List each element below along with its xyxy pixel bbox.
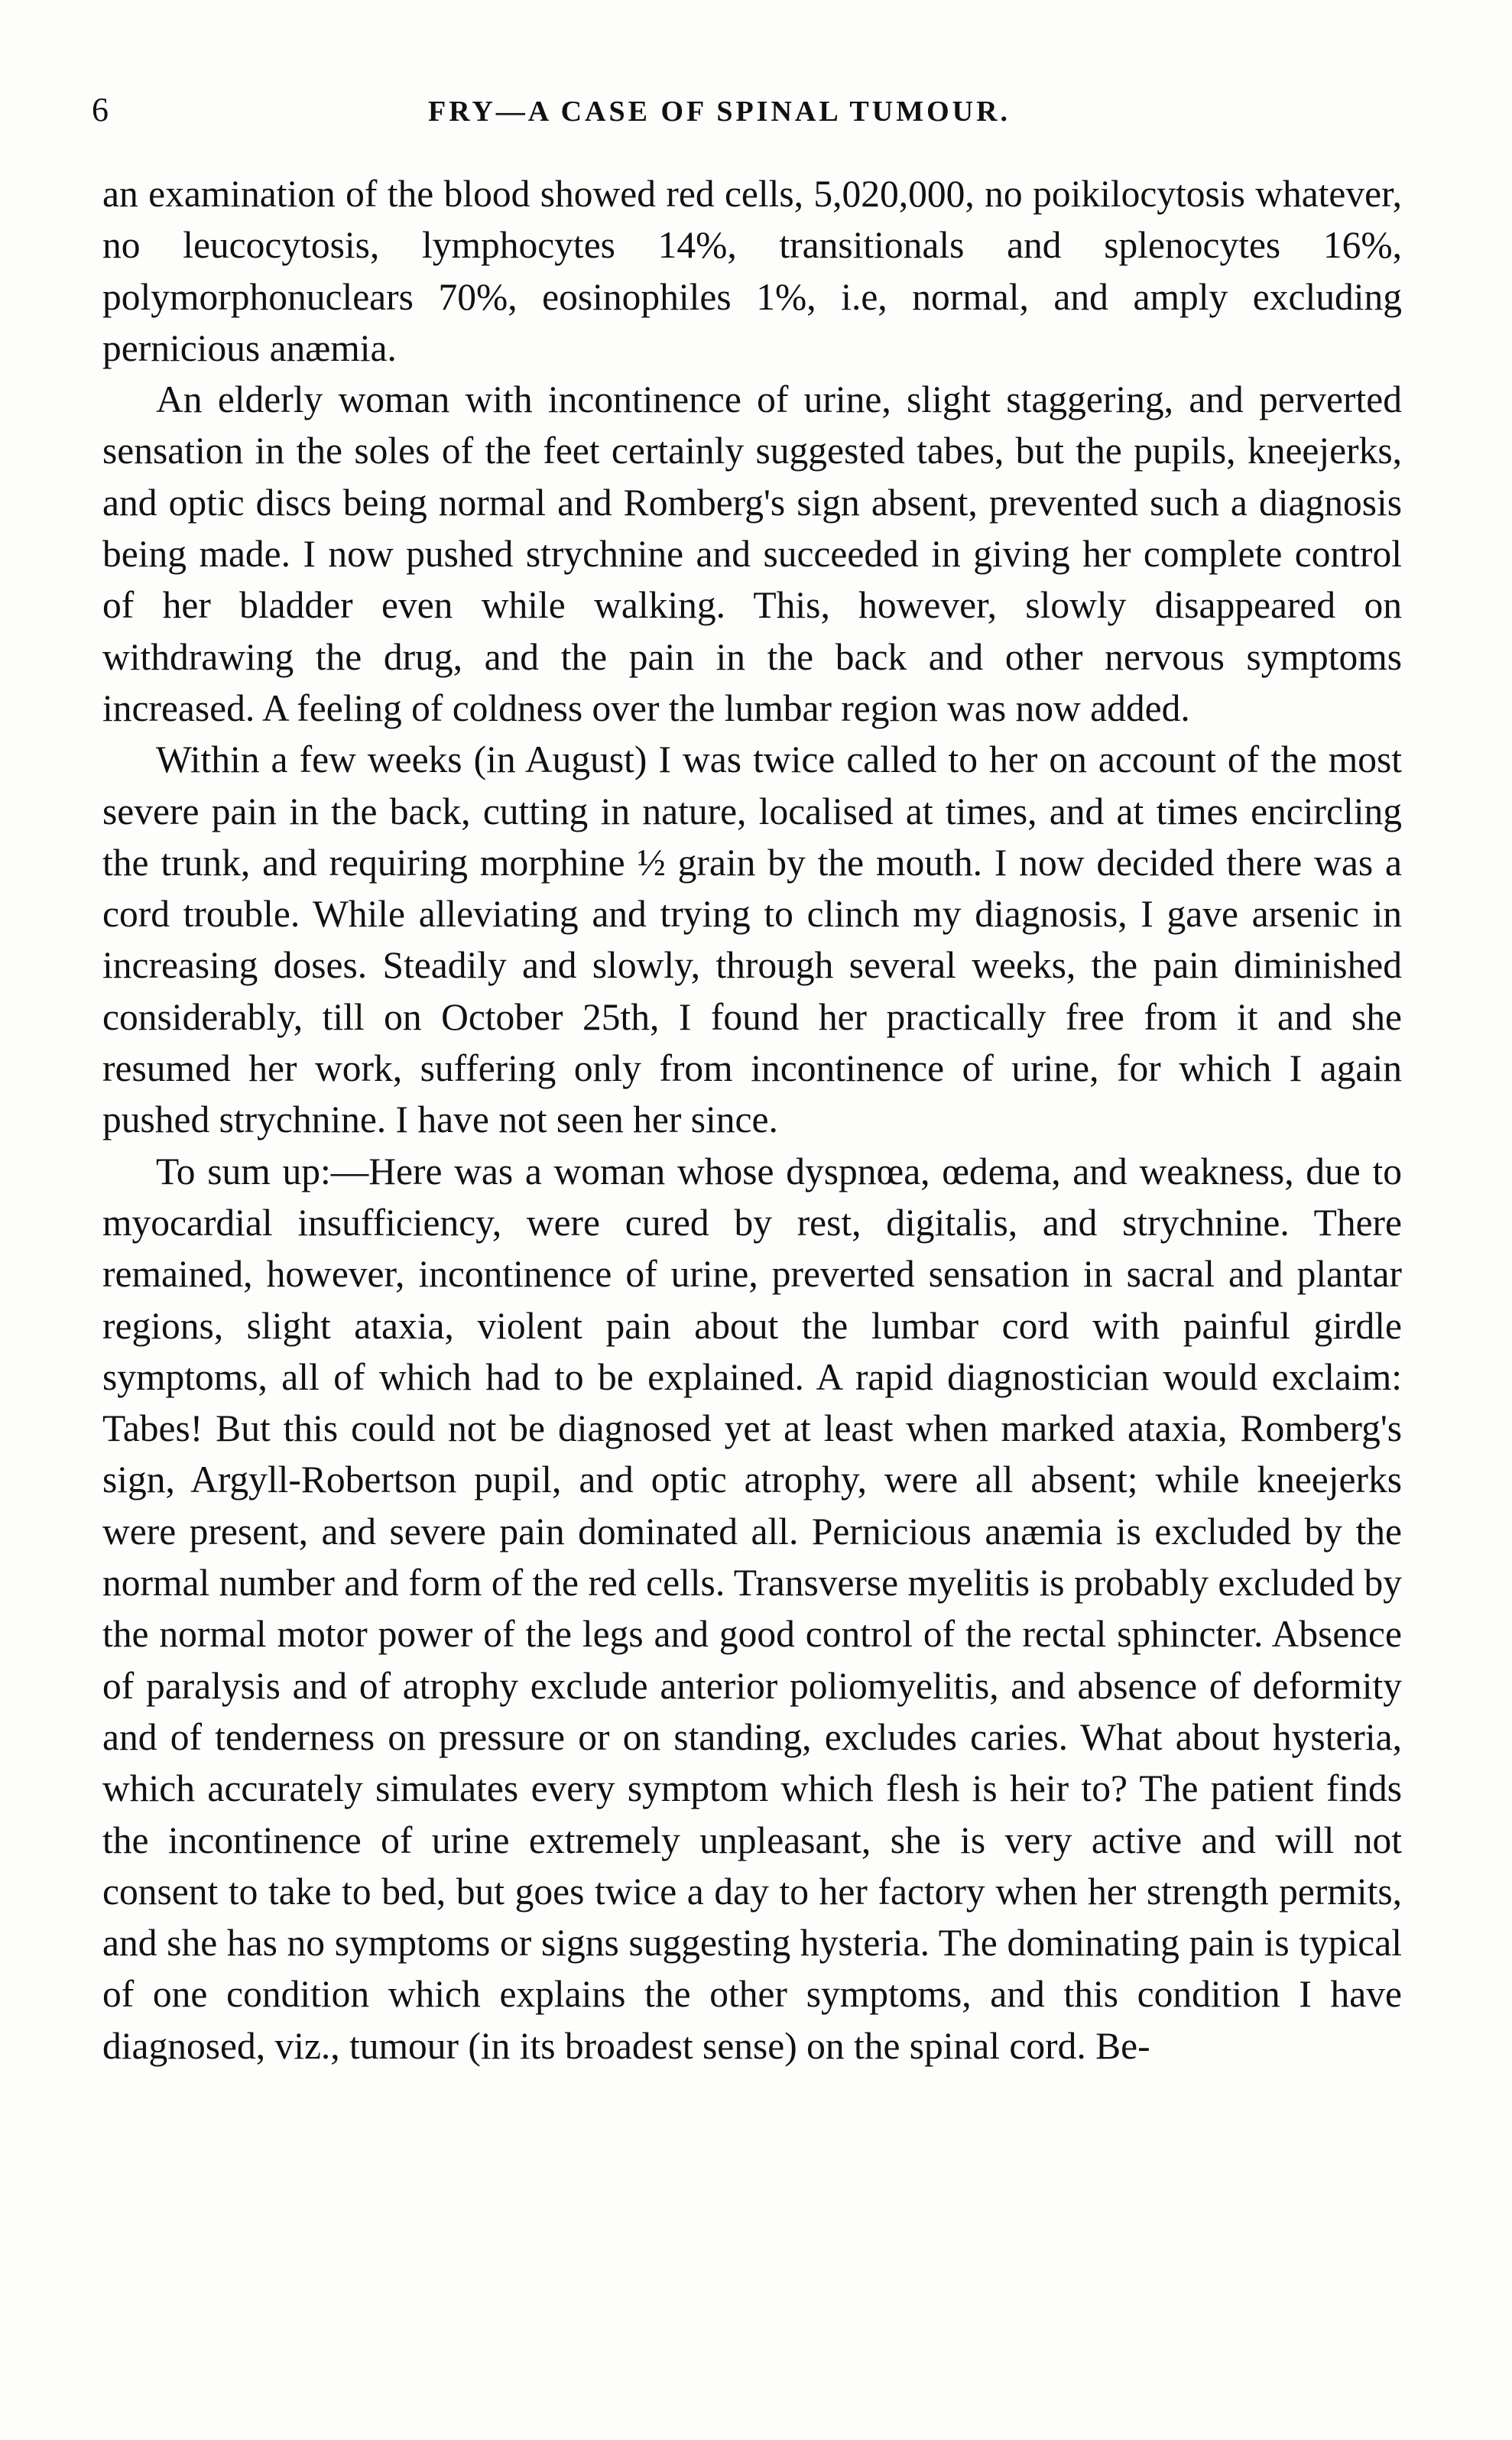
- body-text: [102, 168, 1402, 2072]
- paragraph-elderly-woman: An elderly woman with incontinence of urine, slight staggering, and perverted sensation in the soles of the feet certainly suggested tabes, but the pupils, kneejerks, and optic discs being normal and Romberg's sign absent, prevented such a diagnosis being made. I now pushed strychnine and succeeded in giving her complete control of her bladder even while walking. This, however, slowly disappeared on withdrawing the drug, and the pain in the back and other nervous symptoms increased. A feeling of coldness over the lumbar region was now added.: [102, 378, 1402, 729]
- paragraph-blood-exam: an examination of the blood showed red cells, 5,020,000, no poikilocytosis whatever, no leucocytosis, lymphocytes 14%, transitionals and splenocytes 16%, polymorphonuclears 70%, eosinophiles 1%, i.e, normal, and amply excluding pernicious anæmia.: [102, 173, 1402, 369]
- page-number: 6: [92, 91, 109, 128]
- paragraph-summary: To sum up:—Here was a woman whose dyspnœa, œdema, and weakness, due to myocardial insufficiency, were cured by rest, digitalis, and strychnine. There remained, however, incontinence of urine, preverted sensation in sacral and plantar regions, slight ataxia, violent pain about the lumbar cord with painful girdle symptoms, all of which had to be explained. A rapid diagnostician would exclaim: Tabes! But this could not be diagnosed yet at least when marked ataxia, Romberg's sign, Argyll-Robertson pupil, and optic atrophy, were all absent; while kneejerks were present, and severe pain dominated all. Pernicious anæmia is excluded by the normal number and form of the red cells. Transverse myelitis is probably excluded by the normal motor power of the legs and good control of the rectal sphincter. Absence of paralysis and of atrophy exclude anterior poliomyelitis, and absence of deformity and of tenderness on pressure or on standing, excludes caries. What about hysteria, which accurately simulates every symptom which flesh is heir to? The patient finds the incontinence of urine extremely unpleasant, she is very active and will not consent to take to bed, but goes twice a day to her factory when her strength permits, and she has no symptoms or signs suggesting hysteria. The dominating pain is typical of one condition which explains the other symptoms, and this condition I have diagnosed, viz., tumour (in its broadest sense) on the spinal cord. Be-: [102, 1150, 1402, 2067]
- running-head: FRY—A CASE OF SPINAL TUMOUR.: [428, 96, 1011, 128]
- paragraph-august-pain: Within a few weeks (in August) I was twice called to her on account of the most severe pain in the back, cutting in nature, localised at times, and at times encircling the trunk, and requiring morphine ½ grain by the mouth. I now decided there was a cord trouble. While alleviating and trying to clinch my diagnosis, I gave arsenic in increasing doses. Steadily and slowly, through several weeks, the pain diminished considerably, till on October 25th, I found her practically free from it and she resumed her work, suffering only from incontinence of urine, for which I again pushed strychnine. I have not seen her since.: [102, 738, 1402, 1141]
- page-header: [92, 90, 1407, 144]
